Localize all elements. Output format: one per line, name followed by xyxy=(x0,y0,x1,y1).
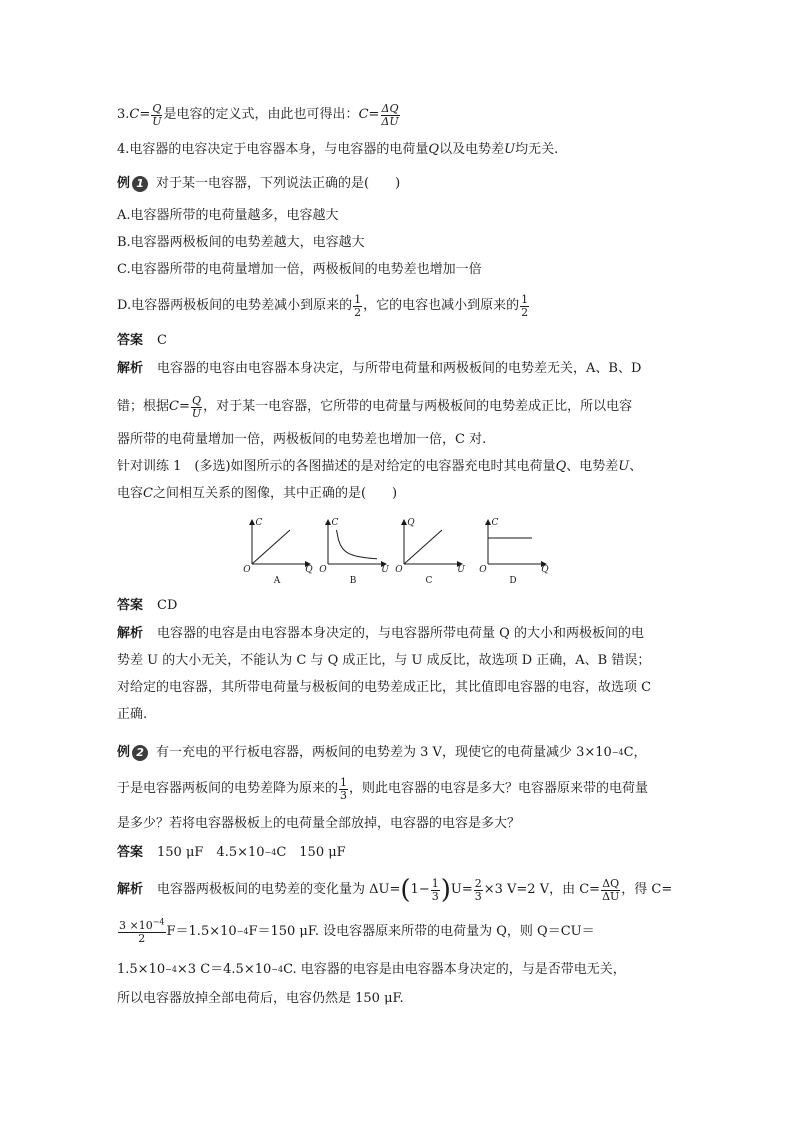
x-axis-label: Q xyxy=(541,565,549,575)
symbol-C: C xyxy=(143,486,153,501)
denominator: 3 xyxy=(340,788,348,802)
answer-value: C 150 μF xyxy=(276,845,346,860)
explanation-2-line-4 xyxy=(117,991,678,1007)
denominator: ΔU xyxy=(602,889,620,903)
explanation-text: 对给定的电容器，其所带电荷量与极板间的电势差成正比，其比值即电容器的电容，故选项 C xyxy=(117,680,652,695)
fraction-dQ-over-dU xyxy=(601,878,620,903)
explanation-text: F＝1.5×10 xyxy=(166,924,237,939)
explanation-text: 电容器的电容由电容器本身决定，与所带电荷量和两极板间的电势差无关，A、B、D xyxy=(157,361,642,376)
fraction-one-third xyxy=(339,777,348,802)
option-a xyxy=(117,208,678,224)
question-text: 是多少？若将电容器极板上的电荷量全部放掉，电容器的电容是多大？ xyxy=(117,816,521,831)
line-text: 是电容的定义式，由此也可得出： xyxy=(163,107,359,122)
y-axis-label: C xyxy=(491,518,499,528)
example-number-icon: 2 xyxy=(132,745,148,761)
question-text: 有一充电的平行板电容器，两板间的电势差为 3 V，现使它的电荷量减少 3×10 xyxy=(156,745,612,760)
answer-value: CD xyxy=(157,598,178,613)
symbol-Q: Q xyxy=(555,459,567,474)
denominator: 3 xyxy=(474,889,482,903)
equals: = xyxy=(368,107,380,122)
explanation-label: 解析 xyxy=(117,882,144,897)
answer-label: 答案 xyxy=(117,845,144,860)
explanation-text: ，对于某一电容器，它所带的电荷量与两极板间的电势差成正比，所以电容 xyxy=(203,399,633,414)
numerator: ΔQ xyxy=(602,876,620,890)
explanation-text: 器所带的电荷量增加一倍，两极板间的电势差也增加一倍，C 对. xyxy=(117,432,487,447)
explanation-t1-line-1 xyxy=(117,626,678,642)
option-text: ，它的电容也减小到原来的 xyxy=(363,298,520,313)
graph-curve-C xyxy=(404,530,442,564)
origin-label: O xyxy=(243,565,251,575)
fraction-Q-over-U xyxy=(151,103,162,128)
y-axis-label: C xyxy=(331,518,339,528)
denominator: ΔU xyxy=(381,114,399,128)
option-text: B.电容器两极板间的电势差越大，电容越大 xyxy=(117,235,365,250)
explanation-2-line-3: 1.5×10 −4 ×3 C＝4.5×10 −4 C. 电容器的电容是由电容器本身决定的，与是否带电无关， xyxy=(117,962,626,977)
numerator: 2 xyxy=(474,876,482,890)
line-3-definition xyxy=(117,100,678,130)
explanation-text: C. 电容器的电容是由电容器本身决定的，与是否带电无关， xyxy=(283,962,626,977)
explanation-1-line-1 xyxy=(117,361,678,377)
symbol-C: C xyxy=(358,107,369,122)
explanation-t1-line-2 xyxy=(117,653,678,669)
explanation-label: 解析 xyxy=(117,361,144,376)
denominator: 2 xyxy=(138,931,146,945)
x-axis-label: U xyxy=(381,565,389,575)
item-number: 3. xyxy=(117,107,130,122)
example-2-question-line-2 xyxy=(117,774,678,804)
graph-caption: C xyxy=(425,576,433,586)
answer-value: C xyxy=(157,333,167,348)
question-text: 于是电容器两板间的电势差降为原来的 xyxy=(117,781,339,796)
origin-label: O xyxy=(319,565,327,575)
numerator: 1 xyxy=(431,876,439,890)
answer-value: 150 μF 4.5×10 xyxy=(157,845,265,860)
training-1-line-2 xyxy=(117,486,678,502)
exponent: −4 xyxy=(152,916,165,926)
question-text: ，则此电容器的电容是多大？电容器原来带的电荷量 xyxy=(349,781,649,796)
explanation-text: ×3 V=2 V，由 C= xyxy=(483,882,601,897)
option-text: A.电容器所带的电荷量越多，电容越大 xyxy=(117,208,339,223)
denominator: 2 xyxy=(354,305,362,319)
numerator: 1 xyxy=(354,292,362,306)
denominator: 2 xyxy=(521,305,529,319)
numerator: 1 xyxy=(521,292,529,306)
question-text: 电容 xyxy=(117,486,144,501)
line-text: 4.电容器的电容决定于电容器本身，与电容器的电荷量 xyxy=(117,142,429,157)
graph-curve-B xyxy=(337,530,378,559)
explanation-text: 正确. xyxy=(117,707,148,722)
equals: = xyxy=(178,399,190,414)
explanation-1-line-2 xyxy=(117,392,678,422)
explanation-label: 解析 xyxy=(117,626,144,641)
symbol-U: U xyxy=(618,459,630,474)
example-number-icon: 1 xyxy=(132,176,148,192)
fraction-two-thirds xyxy=(474,878,483,903)
symbol-C: C xyxy=(169,399,179,414)
option-d xyxy=(117,290,678,322)
answer-training-1 xyxy=(117,598,678,614)
right-paren: ) xyxy=(440,875,451,905)
fraction-one-half xyxy=(353,294,362,319)
question-text: 之间相互关系的图像，其中正确的是( ) xyxy=(152,486,398,501)
denominator: U xyxy=(152,114,162,128)
example-label: 例 xyxy=(117,745,131,760)
explanation-text: 势差 U 的大小无关，不能认为 C 与 Q 成正比，与 U 成反比，故选项 D 正确，A、B 错误； xyxy=(117,653,651,668)
explanation-2-line-2: $\frac{3 \times 10^{-4}}{2}$ F＝1.5×10 −4 F＝150 μF. 设电容器原来所带的电荷量为 Q，则 Q＝CU＝ xyxy=(119,916,595,945)
y-axis-label: Q xyxy=(407,518,415,528)
explanation-text: 电容器两极板间的电势差的变化量为 ΔU= xyxy=(157,882,401,897)
graph-caption: A xyxy=(273,576,281,586)
x-axis-label: U xyxy=(457,565,465,575)
answer-label: 答案 xyxy=(117,598,144,613)
graphs-figure xyxy=(240,512,550,592)
fraction-one-third xyxy=(431,878,440,903)
explanation-1-line-3 xyxy=(117,432,678,448)
explanation-text: 电容器的电容是由电容器本身决定的，与电容器所带电荷量 Q 的大小和两极板间的电 xyxy=(157,626,644,641)
fraction-Q-over-U xyxy=(191,395,202,420)
origin-label: O xyxy=(479,565,487,575)
explanation-text: F＝150 μF. 设电容器原来所带的电荷量为 Q，则 Q＝CU＝ xyxy=(248,924,595,939)
numerator: ΔQ xyxy=(381,101,399,115)
graph-caption: D xyxy=(509,576,517,586)
left-paren: ( xyxy=(400,875,411,905)
explanation-t1-line-4 xyxy=(117,707,678,723)
line-4-statement xyxy=(117,142,678,158)
explanation-text: 1− xyxy=(410,882,430,897)
answer-2: 答案 150 μF 4.5×10 −4 C 150 μF xyxy=(117,845,346,860)
question-text: 、 xyxy=(629,459,643,474)
fraction-dQ-over-dU xyxy=(380,103,399,128)
numerator: Q xyxy=(192,393,202,407)
fraction-3e-4-over-2 xyxy=(118,916,166,945)
example-1-question xyxy=(117,176,678,192)
line-text: 均无关. xyxy=(515,142,559,157)
line-text: 以及电势差 xyxy=(439,142,505,157)
explanation-text: 1.5×10 xyxy=(117,962,166,977)
option-text: D.电容器两极板间的电势差减小到原来的 xyxy=(117,298,353,313)
symbol-Q: Q xyxy=(428,142,440,157)
question-text: C， xyxy=(623,745,647,760)
explanation-t1-line-3 xyxy=(117,680,678,696)
answer-1 xyxy=(117,333,678,349)
explanation-text: 所以电容器放掉全部电荷后，电容仍然是 150 μF. xyxy=(117,991,404,1006)
explanation-text: ×3 C＝4.5×10 xyxy=(176,962,272,977)
graph-curve-A xyxy=(252,530,290,564)
graph-caption: B xyxy=(349,576,357,586)
x-axis-label: Q xyxy=(305,565,313,575)
numerator-text: 3 ×10 xyxy=(119,918,153,932)
option-c xyxy=(117,262,678,278)
training-1-line-1 xyxy=(117,459,678,475)
explanation-text: ，得 C= xyxy=(621,882,673,897)
symbol-C: C xyxy=(129,107,140,122)
numerator: 1 xyxy=(340,775,348,789)
fraction-one-half xyxy=(520,294,529,319)
denominator: 3 xyxy=(431,889,439,903)
example-badge xyxy=(117,176,148,192)
denominator: U xyxy=(191,406,202,420)
symbol-U: U xyxy=(504,142,516,157)
example-badge xyxy=(117,745,148,761)
numerator xyxy=(118,916,166,933)
y-axis-label: C xyxy=(255,518,263,528)
answer-label: 答案 xyxy=(117,333,144,348)
example-2-question-line-1: 例 2 有一充电的平行板电容器，两板间的电势差为 3 V，现使它的电荷量减少 3×10 −4 C， xyxy=(117,745,647,760)
question-text: 针对训练 1 (多选)如图所示的各图描述的是对给定的电容器充电时其电荷量 xyxy=(117,459,556,474)
origin-label: O xyxy=(395,565,403,575)
example-label: 例 xyxy=(117,176,131,191)
question-text: 、电势差 xyxy=(566,459,619,474)
option-b xyxy=(117,235,678,251)
equals: = xyxy=(139,107,151,122)
explanation-2-line-1 xyxy=(117,874,678,906)
explanation-text: U= xyxy=(450,882,473,897)
question-text: 对于某一电容器，下列说法正确的是( ) xyxy=(156,176,401,191)
explanation-text: 错；根据 xyxy=(117,399,170,414)
example-2-question-line-3 xyxy=(117,816,678,832)
numerator: Q xyxy=(152,101,162,115)
option-text: C.电容器所带的电荷量增加一倍，两极板间的电势差也增加一倍 xyxy=(117,262,482,277)
